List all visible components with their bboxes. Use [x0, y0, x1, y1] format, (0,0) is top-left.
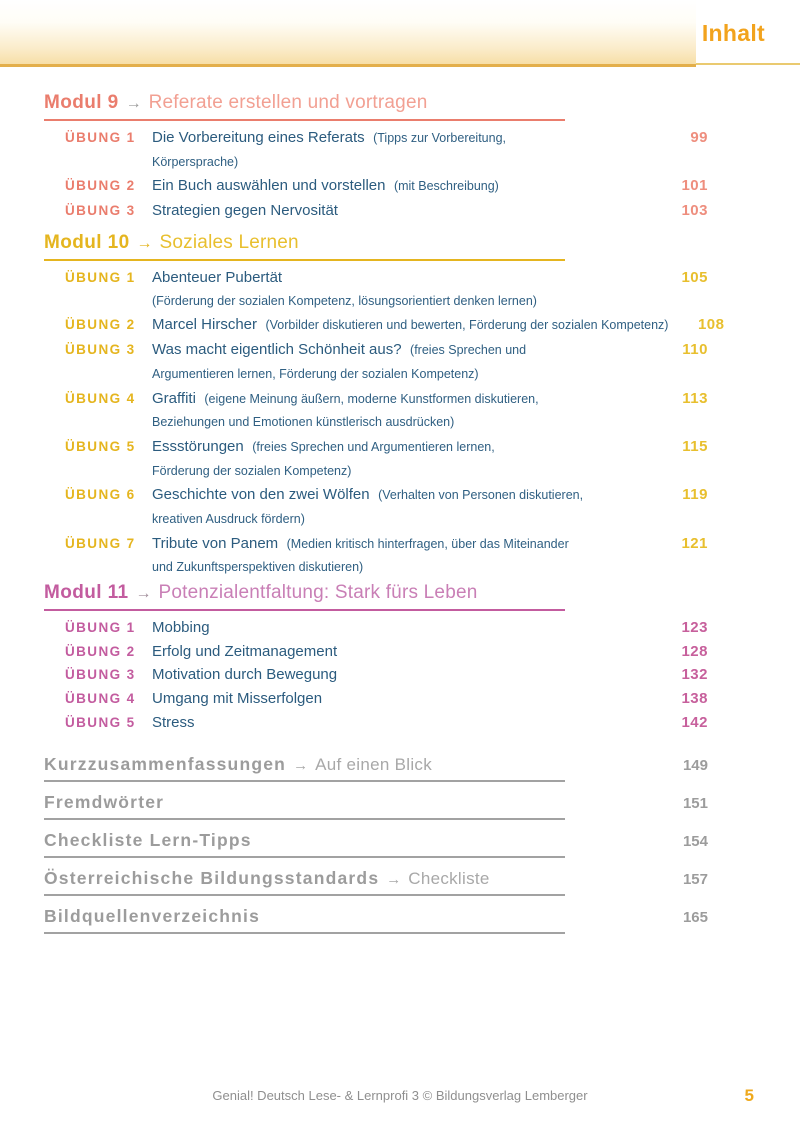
uebung-label: ÜBUNG 6 [65, 487, 136, 503]
entry-page-number: 119 [682, 486, 708, 504]
module-title: Potenzialentfaltung: Stark fürs Leben [158, 582, 478, 603]
uebung-label: ÜBUNG 1 [65, 620, 136, 635]
module-name: Modul 11 [44, 582, 129, 603]
entry-page-number: 103 [681, 202, 708, 220]
appendix-section-row [44, 905, 708, 929]
entry-text [152, 435, 652, 460]
toc-entry [44, 640, 708, 664]
appendix-section-row [44, 753, 708, 777]
uebung-label: ÜBUNG 3 [65, 203, 136, 219]
entry-page-number: 110 [682, 341, 708, 359]
uebung-label: ÜBUNG 1 [65, 270, 136, 285]
toc-entry [44, 338, 708, 386]
entry-page-number: 108 [697, 316, 725, 334]
entry-page-number: 142 [681, 713, 708, 731]
toc-entry [44, 387, 708, 435]
module-name: Modul 9 [44, 92, 119, 113]
entry-note: (freies Sprechen und Argumentieren lernen, [252, 439, 495, 454]
toc-entry [44, 199, 708, 223]
toc-entry-row [44, 640, 708, 664]
entry-note-continued: (Förderung der sozialen Kompetenz, lösungsorientiert denken lernen) [152, 293, 537, 308]
footer-page-number: 5 [744, 1086, 754, 1105]
uebung-label: ÜBUNG 2 [65, 178, 136, 194]
entry-note-continued: Beziehungen und Emotionen künstlerisch ausdrücken) [152, 415, 455, 430]
entry-page-number: 101 [681, 177, 708, 195]
uebung-label: ÜBUNG 4 [65, 691, 136, 707]
toc-entry-row [44, 435, 708, 460]
entry-text [152, 640, 652, 664]
entry-text [152, 483, 652, 508]
entry-title: Die Vorbereitung eines Referats [152, 129, 365, 146]
toc-entry [44, 532, 708, 580]
entry-text [152, 687, 652, 711]
module-section [44, 231, 725, 580]
toc-entry [44, 435, 708, 483]
entry-note: (eigene Meinung äußern, moderne Kunstformen diskutieren, [204, 391, 539, 406]
module-underline [44, 259, 565, 261]
appendix-section [44, 829, 708, 858]
module-name: Modul 10 [44, 232, 130, 253]
toc-entry [44, 483, 708, 531]
section-page-number: 154 [682, 833, 708, 850]
arrow-right-icon: → [135, 585, 152, 602]
appendix-section [44, 905, 708, 934]
entry-title: Was macht eigentlich Schönheit aus? [152, 341, 402, 359]
module-heading [44, 581, 708, 605]
module-underline [44, 609, 565, 611]
toc-entry-row [44, 199, 708, 223]
section-subtitle: Auf einen Blick [315, 755, 433, 774]
entry-page-number: 121 [681, 534, 708, 552]
section-page-number: 165 [682, 909, 708, 926]
entry-page-number: 128 [681, 642, 708, 660]
module-heading [44, 91, 708, 115]
uebung-label: ÜBUNG 3 [65, 342, 136, 358]
section-title: Fremdwörter [44, 792, 165, 812]
toc-entry-row [44, 266, 708, 290]
toc-entry [44, 616, 708, 640]
entry-note-continued: Körpersprache) [152, 154, 239, 169]
uebung-label: ÜBUNG 1 [65, 130, 136, 145]
entry-title: Graffiti [152, 389, 196, 407]
entry-page-number: 115 [682, 437, 708, 455]
entry-note: (Tipps zur Vorbereitung, [373, 131, 507, 145]
entry-page-number: 99 [690, 129, 708, 146]
entry-text [152, 126, 652, 151]
toc-entry-row [44, 532, 708, 557]
arrow-right-icon: → [136, 235, 153, 252]
toc-entry [44, 126, 708, 174]
entry-page-number: 113 [682, 389, 708, 407]
entry-text [152, 711, 652, 735]
entry-text [152, 338, 652, 363]
module-section [44, 581, 708, 735]
entry-text [152, 532, 652, 557]
toc-entry [44, 266, 708, 313]
arrow-right-icon: → [125, 95, 142, 112]
toc-entry-row [44, 663, 708, 687]
toc-entry-row [44, 687, 708, 711]
entry-title: Strategien gegen Nervosität [152, 202, 338, 220]
entry-title: Stress [152, 713, 195, 731]
uebung-label: ÜBUNG 3 [65, 667, 136, 683]
section-title: Österreichische Bildungsstandards [44, 868, 380, 888]
appendix-sections [44, 753, 708, 943]
page-footer [0, 1086, 800, 1110]
section-page-number: 151 [682, 795, 708, 812]
entry-title: Marcel Hirscher [152, 316, 258, 334]
entry-note-continued: kreativen Ausdruck fördern) [152, 512, 305, 527]
entry-title: Abenteuer Pubertät [152, 269, 283, 286]
entry-note: (mit Beschreibung) [393, 179, 499, 194]
entry-text [152, 387, 652, 412]
toc-entry-row [44, 483, 708, 508]
section-underline [44, 856, 565, 858]
section-page-number: 157 [682, 871, 708, 888]
entry-page-number: 105 [681, 269, 708, 286]
toc-entry [44, 313, 725, 338]
entry-note-continued: Förderung der sozialen Kompetenz) [152, 463, 352, 478]
entry-note-continued: Argumentieren lernen, Förderung der sozialen Kompetenz) [152, 366, 479, 381]
toc-entry-row [44, 616, 708, 640]
appendix-section [44, 791, 708, 820]
module-title: Referate erstellen und vortragen [148, 92, 428, 113]
toc-entry-row [44, 387, 708, 412]
arrow-right-icon: → [386, 871, 402, 888]
module-entries [44, 126, 708, 223]
entry-page-number: 123 [681, 619, 708, 636]
module-title: Soziales Lernen [159, 232, 299, 253]
entry-page-number: 132 [681, 666, 708, 684]
entry-page-number: 138 [681, 690, 708, 708]
page-title: Inhalt [701, 20, 765, 46]
section-page-number: 149 [682, 757, 708, 774]
section-title: Bildquellenverzeichnis [44, 906, 261, 926]
entry-text [152, 663, 652, 687]
entry-text [152, 174, 652, 199]
entry-text [152, 199, 652, 223]
entry-note-continued: und Zukunftsperspektiven diskutieren) [152, 560, 364, 575]
entry-text [152, 616, 652, 640]
arrow-right-icon: → [293, 757, 309, 774]
entry-title: Motivation durch Bewegung [152, 666, 338, 684]
uebung-label: ÜBUNG 5 [65, 438, 136, 454]
module-underline [44, 119, 565, 121]
toc-entry [44, 711, 708, 735]
entry-note: (freies Sprechen und [410, 343, 527, 358]
entry-title: Ein Buch auswählen und vorstellen [152, 177, 386, 195]
toc-entry-row [44, 338, 708, 363]
entry-note: (Medien kritisch hinterfragen, über das Miteinander [286, 536, 569, 551]
entry-text [152, 266, 652, 290]
toc-entry-row [44, 126, 708, 151]
entry-title: Tribute von Panem [152, 534, 279, 552]
uebung-label: ÜBUNG 2 [65, 317, 136, 333]
entry-text [152, 313, 668, 338]
appendix-section [44, 753, 708, 782]
section-title: Checkliste Lern-Tipps [44, 830, 252, 850]
toc-entry-row [44, 711, 708, 735]
toc-entry [44, 663, 708, 687]
toc-entry-row [44, 174, 708, 199]
section-underline [44, 894, 565, 896]
uebung-label: ÜBUNG 4 [65, 390, 136, 406]
entry-title: Umgang mit Misserfolgen [152, 690, 323, 708]
entry-title: Essstörungen [152, 437, 244, 455]
module-entries [44, 616, 708, 735]
uebung-label: ÜBUNG 5 [65, 714, 136, 730]
entry-title: Mobbing [152, 619, 210, 636]
appendix-section [44, 867, 708, 896]
toc-entry [44, 687, 708, 711]
toc-entry-row [44, 313, 725, 338]
appendix-section-row [44, 829, 708, 853]
entry-title: Geschichte von den zwei Wölfen [152, 486, 370, 504]
entry-note: (Verhalten von Personen diskutieren, [378, 488, 584, 503]
section-title: Kurzzusammenfassungen [44, 754, 287, 774]
entry-note: (Vorbilder diskutieren und bewerten, Förderung der sozialen Kompetenz) [265, 318, 669, 333]
appendix-section-row [44, 867, 708, 891]
section-underline [44, 818, 565, 820]
entry-title: Erfolg und Zeitmanagement [152, 642, 338, 660]
toc-entry [44, 174, 708, 199]
module-entries [44, 266, 725, 580]
section-subtitle: Checkliste [408, 869, 490, 888]
module-section [44, 91, 708, 223]
module-heading [44, 231, 708, 255]
section-underline [44, 932, 565, 934]
footer-text: Genial! Deutsch Lese- & Lernprofi 3 © Bildungsverlag Lemberger [212, 1088, 588, 1103]
section-underline [44, 780, 565, 782]
uebung-label: ÜBUNG 2 [65, 643, 136, 659]
appendix-section-row [44, 791, 708, 815]
uebung-label: ÜBUNG 7 [65, 535, 136, 551]
